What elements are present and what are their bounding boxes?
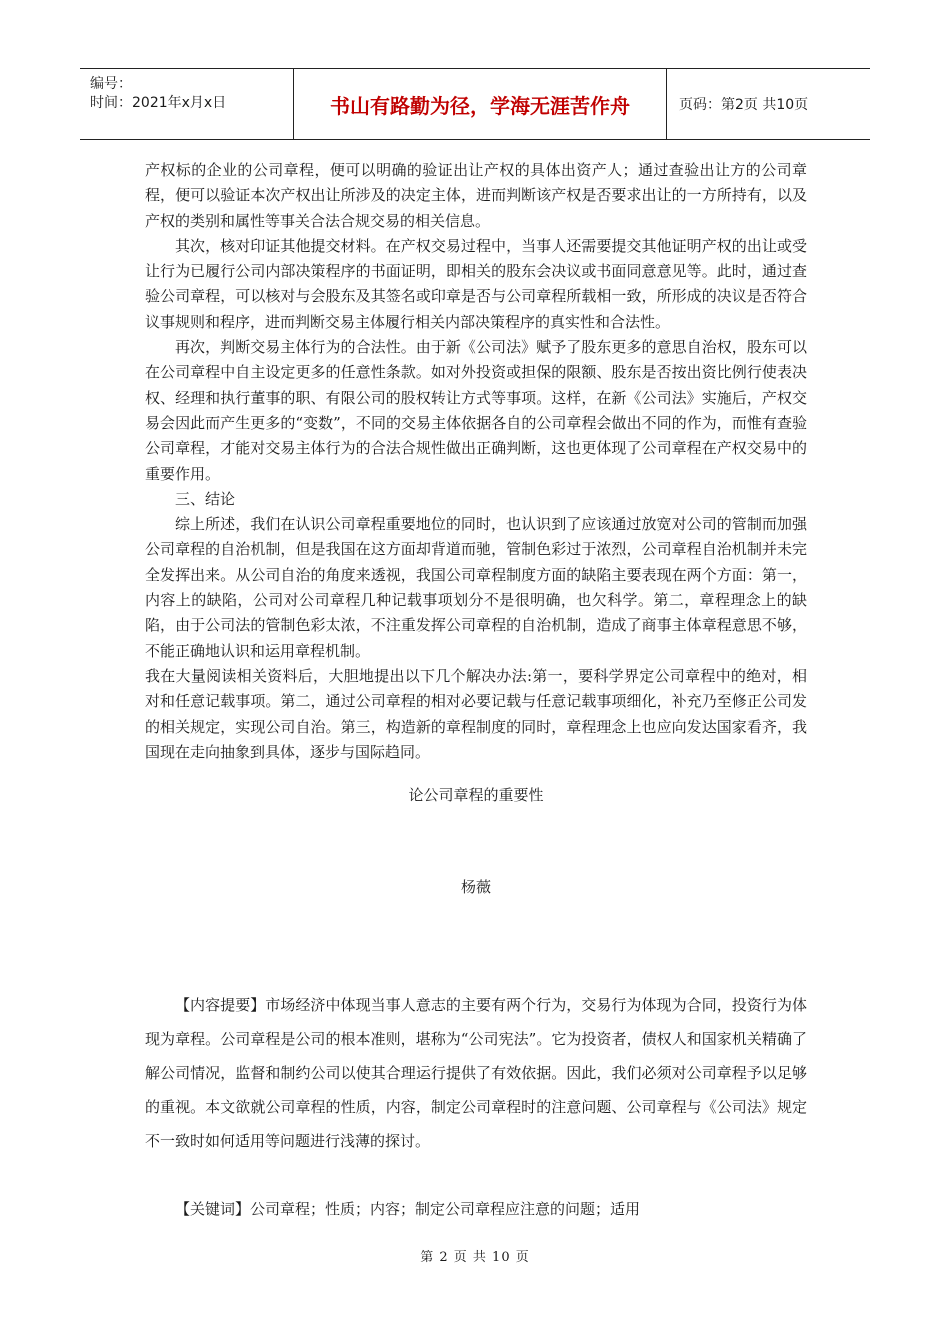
- paragraph: 综上所述，我们在认识公司章程重要地位的同时，也认识到了应该通过放宽对公司的管制而加强公司章程的自治机制，但是我国在这方面却背道而驰，管制色彩过于浓烈，公司章程自治机制并未完全发挥出来。从公司自治的角度来透视，我国公司章程制度方面的缺陷主要表现在两个方面：第一，内容上的缺陷，公司对公司章程几种记载事项划分不是很明确，也欠科学。第二，章程理念上的缺陷，由于公司法的管制色彩太浓，不注重发挥公司章程的自治机制，造成了商事主体章程意思不够，不能正确地认识和运用章程机制。: [145, 515, 807, 660]
- section-heading: 三、结论: [175, 489, 236, 508]
- article-title: 论公司章程的重要性: [408, 786, 544, 804]
- abstract-text: 【内容提要】市场经济中体现当事人意志的主要有两个行为，交易行为体现为合同，投资行为体现为章程。公司章程是公司的根本准则，堪称为“公司宪法”。它为投资者，债权人和国家机关精确了解公司情况，监督和制约公司以使其合理运行提供了有效依据。因此，我们必须对公司章程予以足够的重视。本文欲就公司章程的性质，内容，制定公司章程时的注意问题、公司章程与《公司法》规定不一致时如何适用等问题进行浅薄的探讨。: [145, 996, 807, 1150]
- document-date: 时间：2021年x月x日: [90, 95, 227, 111]
- header-motto: 书山有路勤为径，学海无涯苦作舟: [294, 69, 667, 139]
- body-text: [145, 158, 807, 765]
- header-meta: [80, 69, 294, 139]
- paragraph: 我在大量阅读相关资料后，大胆地提出以下几个解决办法:第一，要科学界定公司章程中的绝对，相对和任意记载事项。第二，通过公司章程的相对必要记载与任意记载事项细化，补充乃至修正公司发的相关规定，实现公司自治。第三，构造新的章程制度的同时，章程理念上也应向发达国家看齐，我国现在走向抽象到具体，逐步与国际趋同。: [145, 666, 807, 761]
- header-page-number: 页码：第2页 共10页: [679, 97, 809, 113]
- keywords: 【关键词】公司章程；性质；内容；制定公司章程应注意的问题；适用: [175, 1200, 641, 1218]
- page-header: [80, 68, 870, 140]
- paragraph: 其次，核对印证其他提交材料。在产权交易过程中，当事人还需要提交其他证明产权的出让或受让行为已履行公司内部决策程序的书面证明，即相关的股东会决议或书面同意意见等。此时，通过查验公司章程，可以核对与会股东及其签名或印章是否与公司章程所载相一致，所形成的决议是否符合议事规则和程序，进而判断交易主体履行相关内部决策程序的真实性和合法性。: [145, 236, 807, 331]
- paragraph: 产权标的企业的公司章程，便可以明确的验证出让产权的具体出资产人；通过查验出让方的公司章程，便可以验证本次产权出让所涉及的决定主体，进而判断该产权是否要求出让的一方所持有，以及产权的类别和属性等事关合法合规交易的相关信息。: [145, 161, 807, 230]
- author-name: 杨薇: [460, 878, 491, 896]
- abstract: [145, 988, 807, 1158]
- document-number: 编号：: [90, 76, 132, 92]
- page-footer: 第 2 页 共 10 页: [420, 1250, 530, 1265]
- paragraph: 再次，判断交易主体行为的合法性。由于新《公司法》赋予了股东更多的意思自治权，股东可以在公司章程中自主设定更多的任意性条款。如对外投资或担保的限额、股东是否按出资比例行使表决权、经理和执行董事的职、有限公司的股权转让方式等事项。这样，在新《公司法》实施后，产权交易会因此而产生更多的“变数”，不同的交易主体依据各自的公司章程会做出不同的作为，而惟有查验公司章程，才能对交易主体行为的合法合规性做出正确判断，这也更体现了公司章程在产权交易中的重要作用。: [145, 338, 807, 483]
